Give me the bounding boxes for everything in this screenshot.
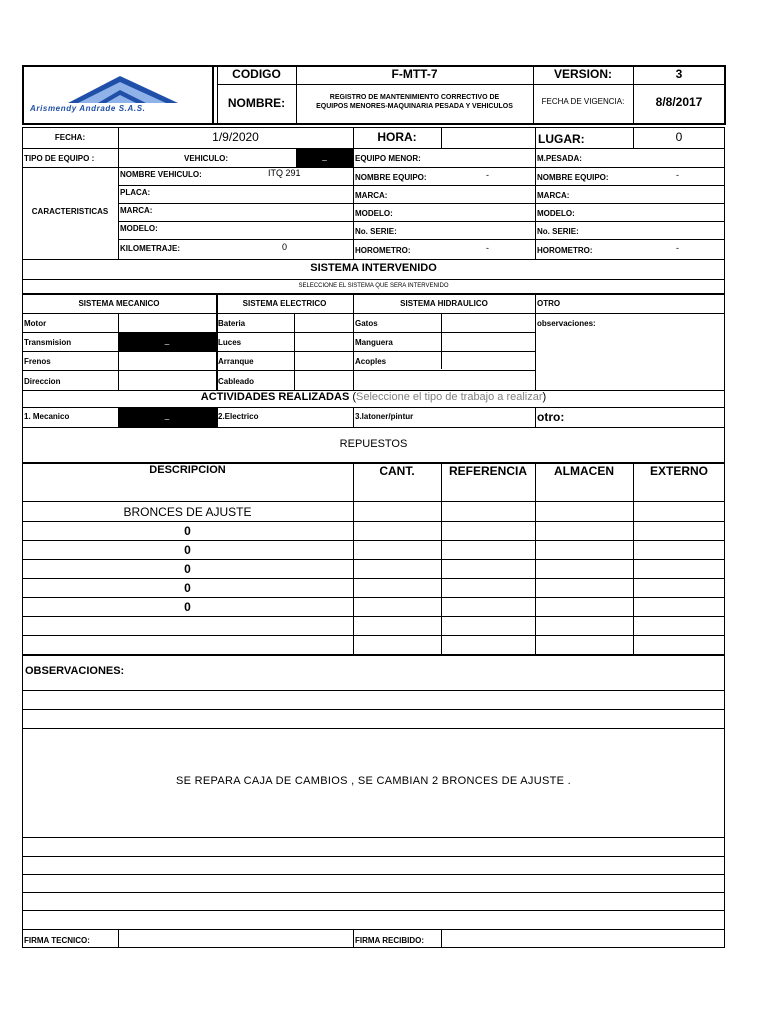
- marca-vehiculo-label: MARCA:: [120, 206, 153, 215]
- nombre-line2: EQUIPOS MENORES-MAQUINARIA PESADA Y VEHICULOS: [316, 103, 513, 110]
- nombre-line1: REGISTRO DE MANTENIMIENTO CORRECTIVO DE: [329, 94, 500, 101]
- electrico-item: Cableado: [218, 377, 255, 386]
- kilometraje-value[interactable]: 0: [282, 242, 288, 252]
- sistema-electrico-header: SISTEMA ELECTRICO: [242, 299, 327, 308]
- nombre-mpesada-value[interactable]: -: [676, 170, 679, 180]
- vigencia-value: 8/8/2017: [655, 95, 703, 109]
- nombre-mpesada-label: NOMBRE EQUIPO:: [537, 173, 609, 182]
- codigo-label: CODIGO: [232, 67, 281, 81]
- repuestos-header-descripcion: DESCRIPCION: [149, 464, 226, 476]
- kilometraje-label: KILOMETRAJE:: [120, 244, 180, 253]
- serie-equipo-menor-label: No. SERIE:: [355, 227, 397, 236]
- repuesto-descripcion[interactable]: 0: [184, 543, 191, 557]
- observaciones-text[interactable]: SE REPARA CAJA DE CAMBIOS , SE CAMBIAN 2 BRONCES DE AJUSTE .: [176, 775, 571, 787]
- nombre-vehiculo-value[interactable]: ITQ 291: [268, 168, 301, 178]
- repuesto-descripcion[interactable]: 0: [184, 562, 191, 576]
- observaciones-otro-label: observaciones:: [537, 319, 596, 328]
- version-label: VERSION:: [553, 67, 612, 81]
- vehiculo-selected-mark[interactable]: _: [296, 148, 353, 167]
- horometro-mpesada-label: HOROMETRO:: [537, 246, 593, 255]
- actividades-title: ACTIVIDADES REALIZADAS: [200, 391, 350, 403]
- serie-mpesada-label: No. SERIE:: [537, 227, 579, 236]
- lugar-label: LUGAR:: [538, 132, 585, 146]
- repuesto-descripcion[interactable]: 0: [184, 600, 191, 614]
- nombre-label: NOMBRE:: [227, 96, 286, 110]
- repuesto-descripcion[interactable]: 0: [184, 581, 191, 595]
- actividad-electrico: 2.Electrico: [218, 412, 259, 421]
- fecha-value[interactable]: 1/9/2020: [212, 130, 259, 144]
- horometro-equipo-menor-label: HOROMETRO:: [355, 246, 411, 255]
- mecanico-item: Frenos: [24, 357, 51, 366]
- repuestos-header-almacen: ALMACEN: [554, 464, 614, 478]
- marca-equipo-menor-label: MARCA:: [355, 191, 388, 200]
- nombre-vehiculo-label: NOMBRE VEHICULO:: [120, 170, 202, 179]
- firma-recibido-label: FIRMA RECIBIDO:: [355, 936, 425, 945]
- firma-tecnico-label: FIRMA TECNICO:: [24, 936, 90, 945]
- mecanico-item: Motor: [24, 319, 47, 328]
- repuesto-descripcion[interactable]: 0: [184, 524, 191, 538]
- modelo-vehiculo-label: MODELO:: [120, 224, 158, 233]
- sistema-subtitle: SELECCIONE EL SISTEMA QUE SERA INTERVENIDO: [298, 283, 449, 289]
- transmision-selected-mark[interactable]: _: [118, 332, 216, 351]
- hidraulico-item: Gatos: [355, 319, 378, 328]
- placa-label: PLACA:: [120, 188, 151, 197]
- tipo-equipo-label: TIPO DE EQUIPO :: [24, 154, 95, 163]
- lugar-value[interactable]: 0: [675, 130, 683, 144]
- company-logo-text: Arismendy Andrade S.A.S.: [30, 104, 146, 113]
- actividad-otro: otro:: [537, 410, 565, 424]
- mpesada-label: M.PESADA:: [537, 154, 582, 163]
- sistema-mecanico-header: SISTEMA MECANICO: [78, 299, 160, 308]
- repuesto-descripcion[interactable]: BRONCES DE AJUSTE: [123, 505, 252, 519]
- marca-mpesada-label: MARCA:: [537, 191, 570, 200]
- vigencia-label: FECHA DE VIGENCIA:: [541, 97, 625, 106]
- modelo-mpesada-label: MODELO:: [537, 209, 575, 218]
- sistema-otro-header: OTRO: [537, 299, 561, 308]
- actividades-hint-close: ): [542, 391, 547, 403]
- modelo-equipo-menor-label: MODELO:: [355, 209, 393, 218]
- company-logo: [28, 70, 206, 118]
- vehiculo-label: VEHICULO:: [184, 154, 228, 163]
- hidraulico-item: Acoples: [355, 357, 387, 366]
- firma-tecnico-field[interactable]: [119, 930, 353, 947]
- electrico-item: Luces: [218, 338, 242, 347]
- sistema-hidraulico-header: SISTEMA HIDRAULICO: [400, 299, 488, 308]
- equipo-menor-label: EQUIPO MENOR:: [355, 154, 421, 163]
- electrico-item: Bateria: [218, 319, 246, 328]
- actividad-latoner: 3.latoner/pintur: [355, 412, 414, 421]
- version-value: 3: [675, 67, 683, 81]
- nombre-equipo-menor-value[interactable]: -: [486, 170, 489, 180]
- codigo-value: F-MTT-7: [391, 67, 438, 81]
- actividades-hint: Seleccione el tipo de trabajo a realizar: [356, 391, 543, 403]
- repuestos-header-cant: CANT.: [379, 464, 415, 478]
- fecha-label: FECHA:: [54, 133, 86, 142]
- actividad-mecanico-selected-mark[interactable]: _: [118, 407, 216, 427]
- hidraulico-item: Manguera: [355, 338, 393, 347]
- actividad-mecanico: 1. Mecanico: [24, 412, 70, 421]
- mecanico-item: Transmision: [24, 338, 72, 347]
- mecanico-item: Direccion: [24, 377, 61, 386]
- repuestos-title: REPUESTOS: [339, 438, 408, 450]
- actividades-hint-open: (: [352, 391, 357, 403]
- repuestos-header-externo: EXTERNO: [649, 464, 708, 478]
- electrico-item: Arranque: [218, 357, 254, 366]
- observaciones-label: OBSERVACIONES:: [25, 665, 125, 677]
- horometro-equipo-menor-value[interactable]: -: [486, 243, 489, 253]
- nombre-equipo-menor-label: NOMBRE EQUIPO:: [355, 173, 427, 182]
- repuestos-header-referencia: REFERENCIA: [448, 464, 527, 478]
- caracteristicas-label: CARACTERISTICAS: [31, 207, 109, 216]
- actividades-title-line: [22, 392, 725, 403]
- hora-label: HORA:: [377, 130, 417, 144]
- sistema-title: SISTEMA INTERVENIDO: [310, 262, 437, 274]
- horometro-mpesada-value[interactable]: -: [676, 243, 679, 253]
- firma-recibido-field[interactable]: [442, 930, 724, 947]
